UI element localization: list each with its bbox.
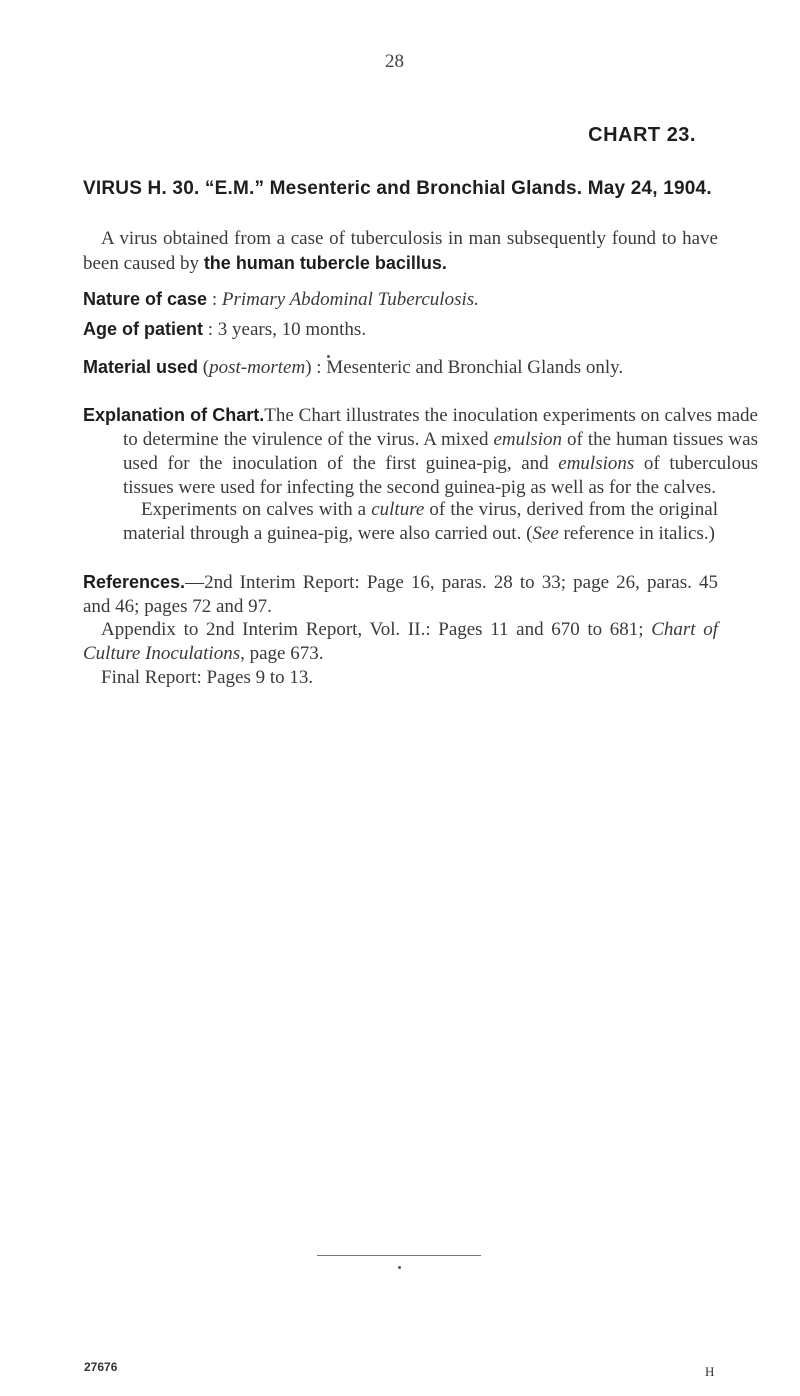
culture-text-3: reference in italics.) [558, 523, 715, 544]
material-label: Material used [83, 357, 199, 377]
references-paragraph [83, 570, 718, 619]
appendix-italic: Chart of Culture Inoculations [83, 619, 719, 664]
culture-text-1: Experiments on calves with a [141, 499, 372, 520]
culture-text-2: of the virus, derived from the original material through a guinea-pig, were also carried out. ( [123, 499, 718, 544]
nature-of-case: Nature of case : Primary Abdominal Tuberculosis. [83, 289, 479, 310]
explanation-italic-2: emulsions [558, 453, 635, 474]
appendix-reference [83, 618, 718, 666]
nature-label: Nature of case [83, 289, 208, 309]
explanation-text-2: of the human tissues was used for the inoculation of the first guinea-pig, and [123, 429, 758, 474]
footer-signature-letter: H [705, 1364, 715, 1379]
explanation-text-3: of tuberculous tissues were used for infecting the second guinea-pig as well as for the calves. [123, 453, 758, 498]
page-number: 28 [385, 51, 404, 72]
explanation-text-1: The Chart illustrates the inoculation experiments on calves made to determine the virulence of the virus. A mixed [123, 405, 758, 450]
references-text-1: —2nd Interim Report: Page 16, paras. 28 to 33; page 26, paras. 45 and 46; pages 72 and 97. [83, 572, 718, 617]
culture-italic-1: culture [371, 499, 425, 520]
appendix-text-1: Appendix to 2nd Interim Report, Vol. II.: Pages 11 and 670 to 681; [101, 619, 652, 640]
heading: VIRUS H. 30. “E.M.” Mesenteric and Bronchial Glands. May 24, 1904. [83, 178, 712, 199]
chart-label: CHART 23. [588, 124, 696, 146]
material-value: Mesenteric and Bronchial Glands only. [326, 357, 624, 378]
culture-paragraph [123, 498, 718, 546]
explanation-label: Explanation of Chart. [83, 405, 265, 425]
culture-italic-2: See [532, 523, 559, 544]
references-label: References. [83, 572, 186, 592]
age-value: 3 years, 10 months. [217, 319, 367, 340]
nature-value: Primary Abdominal Tuberculosis. [221, 289, 479, 310]
intro-paragraph [83, 227, 718, 276]
appendix-text-2: , page 673. [240, 643, 324, 664]
footer-signature: 27676 [84, 1360, 118, 1374]
material-used: Material used (post-mortem) : Mesenteric and Bronchial Glands only. [83, 357, 624, 378]
final-report-reference: Final Report: Pages 9 to 13. [101, 667, 314, 688]
explanation-paragraph [83, 403, 758, 500]
age-label: Age of patient [83, 319, 203, 339]
explanation-italic-1: emulsion [493, 429, 563, 450]
ink-dot-lower [398, 1266, 401, 1269]
intro-text: A virus obtained from a case of tuberculosis in man subsequently found to have been caused by [83, 228, 718, 274]
age-of-patient: Age of patient : 3 years, 10 months. [83, 319, 367, 340]
intro-emphasis: the human tubercle bacillus. [203, 253, 447, 273]
material-qualifier: post-mortem [209, 357, 306, 378]
divider [317, 1255, 481, 1256]
